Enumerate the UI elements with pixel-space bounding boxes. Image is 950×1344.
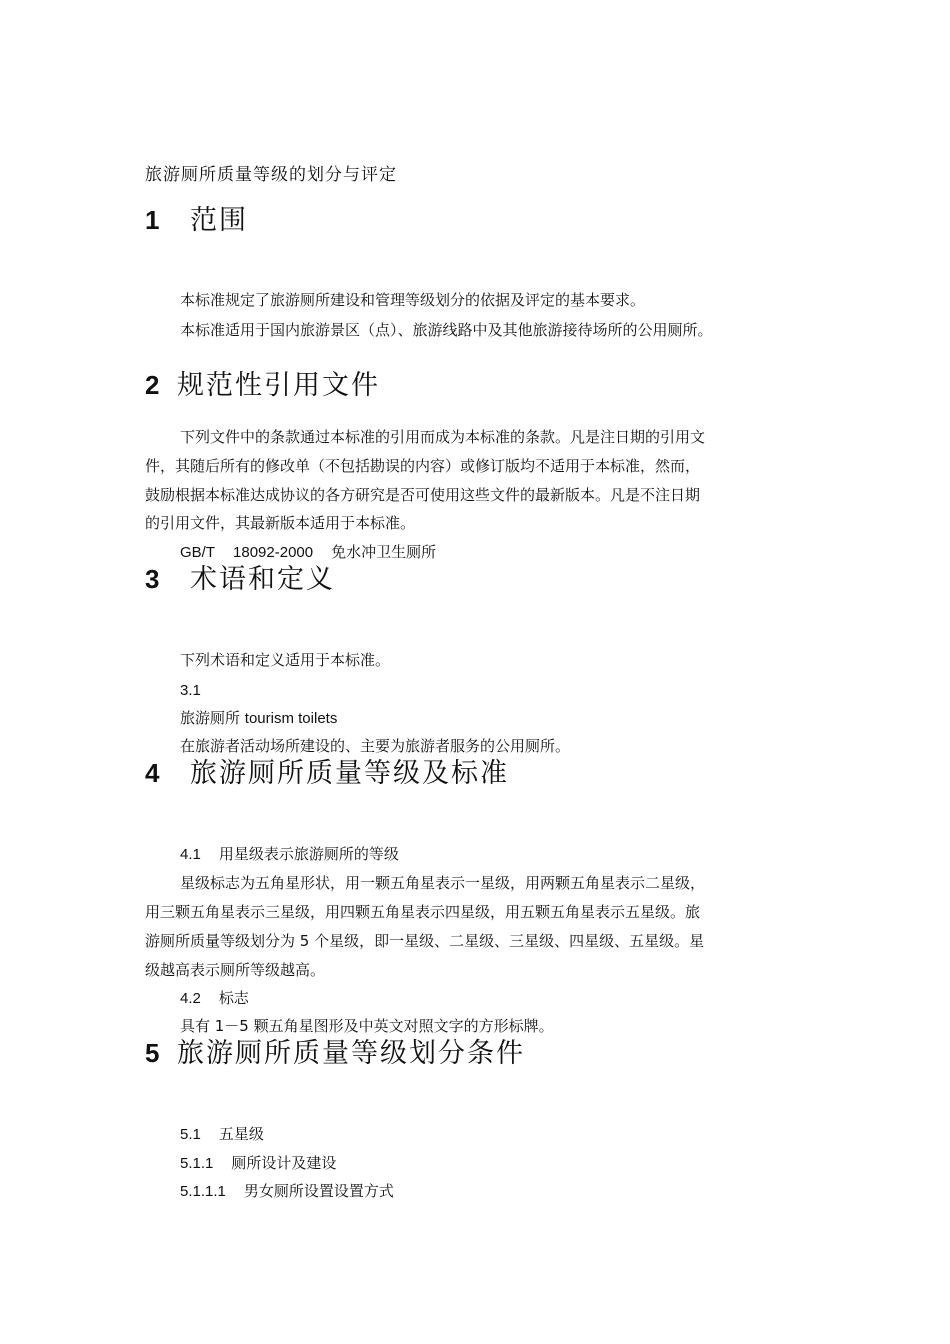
paragraph: 本标准规定了旅游厕所建设和管理等级划分的依据及评定的基本要求。 bbox=[180, 291, 646, 309]
clause-number: 5.1.1 bbox=[180, 1155, 214, 1172]
section-number: 2 bbox=[145, 370, 160, 400]
clause-number: 5.1.1.1 bbox=[180, 1183, 226, 1200]
clause-heading bbox=[180, 847, 399, 862]
term-chinese: 旅游厕所 bbox=[180, 709, 241, 727]
section-number: 4 bbox=[145, 758, 160, 788]
section-title: 规范性引用文件 bbox=[177, 370, 380, 401]
section-title: 旅游厕所质量等级及标准 bbox=[190, 758, 509, 789]
section-3-heading bbox=[145, 566, 335, 593]
reference-code: GB/T bbox=[180, 544, 216, 561]
paragraph-line: 下列文件中的条款通过本标准的引用而成为本标准的条款。凡是注日期的引用文 bbox=[180, 428, 706, 446]
clause-title: 五星级 bbox=[218, 1125, 264, 1143]
section-title: 旅游厕所质量等级划分条件 bbox=[177, 1038, 525, 1069]
reference-title: 免水冲卫生厕所 bbox=[331, 543, 437, 561]
paragraph-line: 用三颗五角星表示三星级，用四颗五角星表示四星级，用五颗五角星表示五星级。旅 bbox=[145, 903, 701, 921]
clause-number: 3.1 bbox=[180, 682, 201, 699]
clause-title: 男女厕所设置设置方式 bbox=[243, 1182, 394, 1200]
reference-number: 18092-2000 bbox=[233, 544, 314, 561]
section-number: 5 bbox=[145, 1038, 160, 1068]
clause-heading bbox=[180, 991, 249, 1006]
paragraph: 下列术语和定义适用于本标准。 bbox=[180, 651, 391, 669]
section-title: 范围 bbox=[190, 205, 248, 236]
paragraph-line: 级越高表示厕所等级越高。 bbox=[145, 961, 326, 979]
section-1-heading bbox=[145, 207, 248, 234]
paragraph-line: 的引用文件，其最新版本适用于本标准。 bbox=[145, 514, 416, 532]
clause-heading bbox=[180, 1127, 264, 1142]
section-number: 1 bbox=[145, 205, 160, 235]
reference-entry bbox=[180, 545, 436, 560]
clause-number: 4.1 bbox=[180, 846, 201, 863]
paragraph-line: 鼓励根据本标准达成协议的各方研究是否可使用这些文件的最新版本。凡是不注日期 bbox=[145, 486, 701, 504]
paragraph-line: 星级标志为五角星形状，用一颗五角星表示一星级，用两颗五角星表示二星级， bbox=[180, 874, 706, 892]
clause-number: 5.1 bbox=[180, 1126, 201, 1143]
section-4-heading bbox=[145, 760, 509, 787]
clause-heading bbox=[180, 1156, 336, 1171]
section-number: 3 bbox=[145, 564, 160, 594]
clause-heading bbox=[180, 1184, 394, 1199]
term-entry bbox=[180, 711, 337, 726]
paragraph: 具有 1－5 颗五角星图形及中英文对照文字的方形标牌。 bbox=[180, 1017, 554, 1035]
clause-title: 用星级表示旅游厕所的等级 bbox=[218, 845, 399, 863]
section-title: 术语和定义 bbox=[190, 564, 335, 595]
section-5-heading bbox=[145, 1040, 525, 1067]
clause-title: 标志 bbox=[218, 989, 249, 1007]
section-2-heading bbox=[145, 372, 380, 399]
clause-number: 4.2 bbox=[180, 990, 201, 1007]
clause-title: 厕所设计及建设 bbox=[231, 1154, 337, 1172]
paragraph: 本标准适用于国内旅游景区（点）、旅游线路中及其他旅游接待场所的公用厕所。 bbox=[180, 321, 713, 339]
term-english: tourism toilets bbox=[244, 710, 338, 727]
paragraph-line: 游厕所质量等级划分为 5 个星级，即一星级、二星级、三星级、四星级、五星级。星 bbox=[145, 932, 705, 950]
paragraph-line: 件，其随后所有的修改单（不包括勘误的内容）或修订版均不适用于本标准，然而， bbox=[145, 457, 701, 475]
term-definition: 在旅游者活动场所建设的、主要为旅游者服务的公用厕所。 bbox=[180, 737, 571, 755]
document-title: 旅游厕所质量等级的划分与评定 bbox=[145, 165, 397, 185]
